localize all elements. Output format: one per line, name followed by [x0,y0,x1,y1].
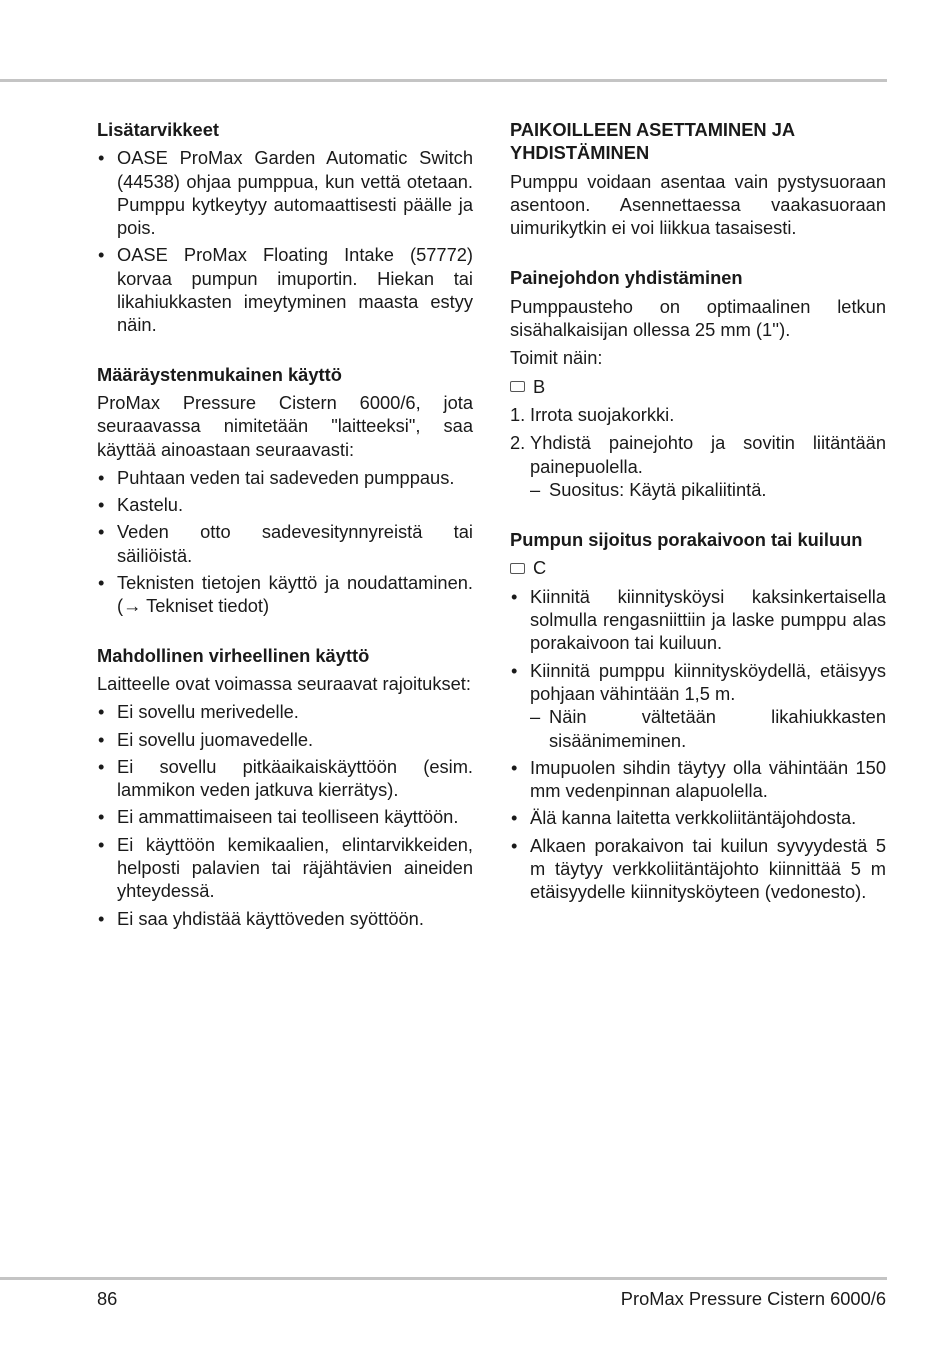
dash-mark: – [530,706,541,728]
figure-reference-c [510,556,886,579]
list-item: • OASE ProMax Floating Intake (57772) korvaa pumpun imuportin. Hiekan tai likahiukkasten imeytyminen maasta estyy näin. [97,243,473,336]
step-text: Yhdistä painejohto ja sovitin liitäntään painepuolella. [530,432,886,477]
list-item: • Kastelu. [97,493,473,516]
pressure-line-text: Pumppausteho on optimaalinen letkun sisähalkaisijan ollessa 25 mm (1''). [510,295,886,341]
install-text: Pumppu voidaan asentaa vain pystysuoraan asentoon. Asennettaessa vaakasuoraan uimurikytkin ei voi liikkua tasaisesti. [510,170,886,239]
figure-reference-b [510,375,886,398]
steps-list [510,403,886,501]
list-item: • OASE ProMax Garden Automatic Switch (44538) ohjaa pumppua, kun vettä otetaan. Pumppu kytkeytyy automaattisesti päälle ja pois. [97,146,473,239]
step-number: 1. [510,403,526,425]
list-item: • Imupuolen sihdin täytyy olla vähintään 150 mm vedenpinnan alapuolella. [510,756,886,803]
misuse-list [97,700,473,930]
accessories-heading: Lisätarvikkeet [97,119,219,140]
instruction-lead: Toimit näin: [510,347,603,369]
intended-use-intro: ProMax Pressure Cistern 6000/6, jota seuraavassa nimitetään "laitteeksi", saa käyttää ainoastaan seuraavasti: [97,391,473,460]
dash-mark: – [530,478,541,500]
step-text: Irrota suojakorkki. [530,403,675,425]
header-divider [0,79,887,82]
well-list [510,585,886,904]
list-item: • Ei käyttöön kemikaalien, elintarvikkeiden, helposti palavien tai räjähtävien aineiden yhteydessä. [97,833,473,903]
sub-result [530,705,886,752]
list-item: • Älä kanna laitetta verkkoliitäntäjohdosta. [510,806,886,829]
list-item: • Puhtaan veden tai sadeveden pumppaus. [97,466,473,489]
well-heading: Pumpun sijoitus porakaivoon tai kuiluun [510,529,863,551]
sub-result [530,478,886,501]
list-item: • Ei saa yhdistää käyttöveden syöttöön. [97,907,473,930]
left-column [97,118,473,934]
list-item: • Alkaen porakaivon tai kuilun syvyydestä 5 m täytyy verkkoliitäntäjohto kiinnittää 5 m etäisyydelle kiinnitysköyteen (vedonesto). [510,834,886,904]
intended-use-list [97,466,473,618]
sub-result-text: Suositus: Käytä pikaliitintä. [549,478,767,500]
list-item: • Teknisten tietojen käyttö ja noudattaminen. (→ Tekniset tiedot) [97,571,473,618]
right-column [510,118,886,908]
list-item: • Veden otto sadevesitynnyreistä tai säiliöistä. [97,520,473,567]
misuse-intro: Laitteelle ovat voimassa seuraavat rajoitukset: [97,672,471,694]
figure-label: B [533,375,546,397]
list-item: • Ei ammattimaiseen tai teolliseen käyttöön. [97,805,473,828]
list-item-text: Kiinnitä pumppu kiinnitysköydellä, etäisyys pohjaan vähintään 1,5 m. [530,659,886,704]
list-item: • Kiinnitä kiinnitysköysi kaksinkertaisella solmulla rengasniittiin ja laske pumppu alas porakaivoon tai kuiluun. [510,585,886,655]
list-item [510,659,886,752]
sub-result-text: Näin vältetään likahiukkasten sisäänimeminen. [549,706,886,751]
list-item: • Ei sovellu pitkäaikaiskäyttöön (esim. lammikon veden jatkuva kierrätys). [97,755,473,802]
intended-use-heading: Määräystenmukainen käyttö [97,363,342,385]
step-number: 2. [510,432,526,454]
figure-icon [510,381,525,392]
pressure-line-heading: Painejohdon yhdistäminen [510,267,743,289]
step-item [510,431,886,501]
install-heading: PAIKOILLEEN ASETTAMINEN JA YHDISTÄMINEN [510,119,795,164]
page-number: 86 [97,1288,118,1309]
accessories-list [97,146,473,336]
list-item: • Ei sovellu juomavedelle. [97,728,473,751]
list-item: • Ei sovellu merivedelle. [97,700,473,723]
figure-label: C [533,557,547,579]
misuse-heading: Mahdollinen virheellinen käyttö [97,644,370,666]
figure-icon [510,563,525,574]
footer-divider [0,1277,887,1280]
footer-product-name: ProMax Pressure Cistern 6000/6 [620,1288,886,1309]
step-item [510,403,886,426]
